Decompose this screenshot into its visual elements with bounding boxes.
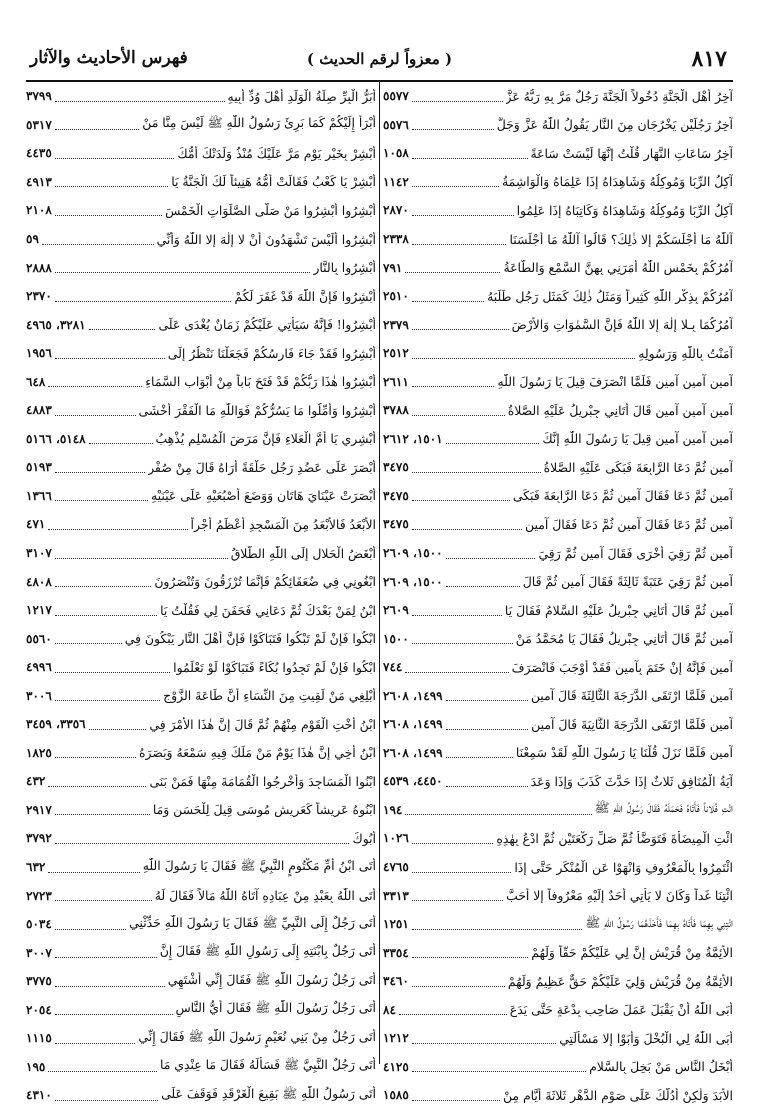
entry-ref-number: ٥٥٦٠	[26, 631, 52, 646]
dot-leader	[412, 376, 495, 387]
entry-ref-number: ٣٢٨١، ٤٩٦٥	[26, 317, 86, 332]
entry-ref-number: ٤٤٣٥	[26, 146, 52, 161]
entry-ref-number: ٣٤٧٥	[383, 517, 409, 532]
entry-ref-number: ١٥٠٠، ٢٦٠٩	[383, 574, 443, 589]
dot-leader	[412, 919, 582, 930]
entry-text: ابْنُوهُ عَرِيشاً كَعَرِيشِ مُوسَى قِيلَ لِلْحَسَنِ وَمَا	[152, 802, 376, 818]
entry-ref-number: ٣٣٥٦، ٣٤٥٩	[26, 717, 86, 732]
dot-leader	[55, 348, 165, 359]
index-entry	[26, 111, 376, 140]
entry-ref-number: ٥١٤٨، ٥١٦٦	[26, 431, 86, 446]
dot-leader	[412, 462, 541, 473]
index-entry	[26, 367, 376, 396]
entry-text: أَتَى رَجُلٌ مِنْ بَنِي نُعَيْمٍ رَسُولَ اللّٰهِ ﷺ فَقَالَ إِنِّي	[138, 1028, 376, 1044]
dot-leader	[55, 119, 140, 130]
entry-text: ائْتِ فُلاناً فَأَتَاهُ فَحَمَلَهُ فَقَالَ رَسُولُ اللّٰهِ ﷺ	[594, 800, 733, 816]
dot-leader	[399, 1004, 507, 1015]
index-entry	[383, 824, 733, 853]
index-entry	[26, 1024, 376, 1053]
entry-text: آمين ثُمَّ دَعَا فَقَالَ آمين ثُمَّ دَعَا فَقَالَ آمين	[525, 516, 733, 532]
index-entry	[26, 767, 376, 796]
index-entry	[383, 482, 733, 511]
entry-ref-number: ١٤٩٩، ٢٦٠٨	[383, 717, 443, 732]
dot-leader	[412, 1090, 500, 1101]
index-entry	[26, 310, 376, 339]
entry-text: آمين آمين آمين قَالَ أَتَانِي جِبْرِيلُ عَلَيْهِ الصَّلاةُ	[507, 402, 733, 418]
entry-text: ائْتِ الْمِيضَأَةَ فَتَوَضَّأْ ثُمَّ صَلِّ رَكْعَتَيْنِ ثُمَّ ادْعُ بِهٰذِهِ	[496, 830, 733, 846]
dot-leader	[55, 291, 232, 302]
entry-ref-number: ١٩٤	[383, 802, 403, 817]
index-entry	[383, 82, 733, 111]
entry-ref-number: ٣٧٧٥	[26, 974, 52, 989]
index-entry	[383, 396, 733, 425]
entry-text: آخِرُ أَهْلِ الْجَنَّةِ دُخُولاً الْجَنَّةَ رَجُلٌ مَرَّ بِهِ رَبُّهُ عَزَّ	[505, 88, 733, 104]
entry-text: أَبْشِرُوا فَقَدْ جَاءَ فَارِسُكُمْ فَجَعَلْنَا نَنْظُرُ إِلَى	[167, 345, 376, 361]
entry-ref-number: ٢٣٧٠	[26, 289, 52, 304]
entry-text: أَبْشِرُوا أَبْشِرُوا مَنْ صَلَّى الصَّلَوَاتِ الْخَمْسَ	[165, 202, 376, 218]
dot-leader	[412, 633, 513, 644]
entry-text: أَبَى اللّٰهُ لِي الْبُخْلَ وَأَبَوْا إِلا مَسْأَلَتِي	[559, 1030, 733, 1046]
entry-ref-number: ١٣٦٦	[26, 488, 52, 503]
entry-ref-number: ٢٠٥٤	[26, 1002, 52, 1017]
entry-ref-number: ٤٩١٣	[26, 174, 52, 189]
dot-leader	[42, 234, 154, 245]
dot-leader	[412, 862, 512, 873]
entry-text: آمُرُكُمْ بِخَمْسٍ اللّٰهُ أَمَرَنِي بِهِنَّ السَّمْعِ وَالطَّاعَةُ	[503, 260, 733, 276]
index-entry	[26, 910, 376, 939]
entry-ref-number: ٢٥١٠	[383, 289, 409, 304]
entry-text: ائْتَمِرُوا بِالْمَعْرُوفِ وَانْهَوْا عَنِ الْمُنْكَرِ حَتَّى إِذَا	[514, 859, 733, 875]
index-entry	[26, 396, 376, 425]
entry-text: آكِلُ الرِّبَا وَمُوكِلُهُ وَشَاهِدَاهُ إِذَا عَلِمَاهُ وَالْوَاشِمَةُ	[502, 174, 733, 190]
entry-ref-number: ١٥٠٠	[383, 631, 409, 646]
entry-ref-number: ١١١٥	[26, 1031, 52, 1046]
index-entry	[26, 82, 376, 111]
index-entry	[26, 824, 376, 853]
dot-leader	[446, 747, 513, 758]
index-entry	[383, 967, 733, 996]
dot-leader	[412, 234, 507, 245]
entry-ref-number: ٣٤٧٥	[383, 460, 409, 475]
entry-text: أَتَى رَسُولُ اللّٰهِ ﷺ بَقِيعَ الْغَرْقَدِ فَوَقَفَ عَلَى	[161, 1085, 376, 1101]
index-entry	[383, 339, 733, 368]
dot-leader	[405, 662, 508, 673]
entry-ref-number: ٢٨٨٨	[26, 260, 52, 275]
index-entry	[383, 881, 733, 910]
entry-text: الأَئِمَّةُ مِنْ قُرَيْشٍ وَلِيَ عَلَيْكُمْ حَقٌّ عَظِيمٌ وَلَهُمْ	[507, 973, 733, 989]
entry-ref-number: ٢٧٢٣	[26, 888, 52, 903]
entry-ref-number: ٣٧٩٢	[26, 831, 52, 846]
entry-ref-number: ١٨٢٥	[26, 745, 52, 760]
index-entry	[383, 653, 733, 682]
index-entry	[26, 539, 376, 568]
dot-leader	[89, 719, 147, 730]
dot-leader	[55, 462, 145, 473]
index-entry	[383, 282, 733, 311]
entry-text: ابْكُوا فَإِنْ لَمْ تَجِدُوا بُكَاءً فَتَبَاكَوْا لَوْ تَعْلَمُوا	[173, 659, 376, 675]
dot-leader	[48, 519, 187, 530]
dot-leader	[412, 519, 522, 530]
entry-ref-number: ١٠٢٦	[383, 831, 409, 846]
dot-leader	[412, 976, 505, 987]
dot-leader	[405, 804, 591, 815]
entry-ref-number: ٤٧٦٥	[383, 860, 409, 875]
index-entry	[26, 624, 376, 653]
entry-text: آللّٰهُ مَا أَجْلَسَكُمْ إِلا ذٰلِكَ؟ قَالُوا آللّٰهُ مَا أَجْلَسَنَا	[509, 231, 733, 247]
dot-leader	[412, 148, 528, 159]
entry-ref-number: ٤٣٢	[26, 774, 46, 789]
dot-leader	[55, 148, 175, 159]
index-entry	[26, 168, 376, 197]
entry-text: آمين فَلَمَّا ارْتَقَى الدَّرَجَةَ الثَّانِيَةَ قَالَ آمين	[531, 716, 733, 732]
index-entry	[383, 710, 733, 739]
index-entry	[26, 253, 376, 282]
entry-text: أَبْشِرُوا بِالنَّارِ	[313, 260, 376, 276]
index-entry	[383, 253, 733, 282]
index-entry	[383, 1053, 733, 1082]
entry-ref-number: ٣٧٩٩	[26, 89, 52, 104]
entry-ref-number: ٧٩١	[383, 260, 403, 275]
index-entry	[26, 938, 376, 967]
dot-leader	[412, 405, 505, 416]
dot-leader	[55, 1004, 173, 1015]
entry-text: آمين ثُمَّ قَالَ أَتَانِي جِبْرِيلُ عَلَيْهِ السَّلامُ فَقَالَ يَا	[504, 602, 733, 618]
page-number: ٨١٧	[691, 46, 727, 72]
index-entry	[26, 710, 376, 739]
index-entry	[383, 425, 733, 454]
entry-ref-number: ٣٣١٣	[383, 888, 409, 903]
index-entry	[26, 796, 376, 825]
index-entry	[26, 881, 376, 910]
entry-text: أَبْشِرُوا فَإِنَّ اللّٰهَ قَدْ غَفَرَ لَكُمْ	[234, 288, 376, 304]
dot-leader	[48, 1061, 157, 1072]
entry-text: أَبْشِرُوا وَأَمِّلُوا مَا يَسُرُّكُمْ فَوَاللّٰهِ مَا الْفَقْرَ أَخْشَى	[138, 402, 376, 418]
entry-ref-number: ١٢٥١	[383, 917, 409, 932]
dot-leader	[412, 833, 494, 844]
dot-leader	[48, 862, 139, 873]
entry-text: أَتَى ابْنُ أُمِّ مَكْتُومٍ النَّبِيَّ ﷺ فَقَالَ يَا رَسُولَ اللّٰهِ	[142, 857, 376, 873]
dot-leader	[412, 91, 503, 102]
dot-leader	[412, 348, 635, 359]
index-entry	[26, 653, 376, 682]
dot-leader	[412, 119, 494, 130]
dot-leader	[412, 490, 510, 501]
entry-text: ائْتِنِي بِهِمَا فَأَتَاهُ بِهِمَا فَأَخَذَهُمَا رَسُولُ اللّٰهِ ﷺ	[585, 914, 733, 930]
index-entry	[383, 1081, 733, 1110]
entry-ref-number: ١٢١٧	[26, 603, 52, 618]
entry-text: أَبُوكَ	[352, 830, 376, 846]
entry-text: أَبْلِغِي مَنْ لَقِيتِ مِنَ النِّسَاءِ أَنَّ طَاعَةَ الزَّوْجِ	[163, 688, 376, 704]
dot-leader	[48, 776, 146, 787]
entry-text: آمين ثُمَّ رَقِيَ عَتَبَةً ثَالِثَةً فَقَالَ آمين ثُمَّ قَالَ	[522, 574, 733, 590]
entry-ref-number: ٢٣٣٨	[383, 232, 409, 246]
dot-leader	[55, 690, 160, 701]
index-entry	[26, 139, 376, 168]
index-entry	[26, 453, 376, 482]
entry-ref-number: ٤٨٨٣	[26, 403, 52, 418]
entry-text: أَبَرُّ الْبِرِّ صِلَةُ الْوَلَدِ أَهْلَ وُدِّ أَبِيهِ	[227, 88, 376, 104]
index-entry	[383, 225, 733, 254]
entry-text: ابْنُوا الْمَسَاجِدَ وَأَخْرِجُوا الْقُمَامَةَ مِنْهَا فَمَنْ بَنَى	[149, 773, 376, 789]
dot-leader	[55, 91, 225, 102]
entry-text: أَبْغَضُ الْحَلالِ إِلَى اللّٰهِ الطَّلاقُ	[230, 545, 376, 561]
index-entry	[383, 624, 733, 653]
entry-text: الأَبْعَدُ فَالأَبْعَدُ مِنَ الْمَسْجِدِ أَعْظَمُ أَجْراً	[190, 516, 376, 532]
entry-text: آخِرُ سَاعَاتِ النَّهَارِ قُلْتُ إِنَّهَا لَيْسَتْ سَاعَةً	[530, 145, 733, 161]
entry-text: أَتَى رَجُلٌ بِابْنَتِهِ إِلَى رَسُولِ اللّٰهِ ﷺ فَقَالَ إِنَّ	[159, 943, 376, 959]
index-entry	[26, 967, 376, 996]
entry-text: آمين آمين آمين قِيلَ يَا رَسُولَ اللّٰهِ إِنَّكَ	[542, 431, 733, 447]
index-entry	[383, 111, 733, 140]
dot-leader	[55, 548, 228, 559]
entry-text: أَبْصَرَ عَلَى عَضُدِ رَجُلٍ حَلْقَةً أُرَاهُ قَالَ مِنْ صُفْرٍ	[148, 459, 376, 475]
index-entry	[383, 596, 733, 625]
entry-text: آخِرُ رَجُلَيْنِ يَخْرُجَانِ مِنَ النَّارِ يَقُولُ اللّٰهُ عَزَّ وَجَلَّ	[496, 117, 733, 133]
entry-text: أَبْشِرْ بِخَيْرِ يَوْمٍ مَرَّ عَلَيْكَ مُنْذُ وَلَدَتْكَ أُمُّكَ	[177, 145, 376, 161]
index-entry	[383, 367, 733, 396]
index-entry	[26, 482, 376, 511]
entry-text: الأَئِمَّةُ مِنْ قُرَيْشٍ إِنَّ لِي عَلَيْكُمْ حَقّاً وَلَهُمْ	[531, 945, 733, 961]
dot-leader	[55, 605, 157, 616]
entry-ref-number: ١٥٠٠، ٢٦٠٩	[383, 546, 443, 561]
dot-leader	[55, 1090, 158, 1101]
entry-text: آمُرُكُمْ بِذِكْرِ اللّٰهِ كَثِيراً وَمَثَلُ ذٰلِكَ كَمَثَلِ رَجُلٍ طَلَبَهُ	[487, 288, 733, 304]
dot-leader	[412, 890, 503, 901]
header-subtitle: ( معزواً لرقم الحديث )	[306, 50, 453, 68]
entry-ref-number: ٤١٢٥	[383, 1059, 409, 1074]
dot-leader	[446, 776, 528, 787]
index-entry	[383, 996, 733, 1025]
entry-ref-number: ١٥٠١، ٢٦١٢	[383, 431, 443, 446]
entry-ref-number: ٤٨٠٨	[26, 574, 52, 589]
dot-leader	[412, 205, 514, 216]
index-entry	[26, 853, 376, 882]
index-entry	[26, 225, 376, 254]
entry-text: آمَنْتُ بِاللّٰهِ وَرَسُولِهِ	[638, 345, 733, 361]
dot-leader	[89, 319, 156, 330]
dot-leader	[55, 662, 170, 673]
index-entry	[383, 681, 733, 710]
dot-leader	[412, 319, 509, 330]
dot-leader	[446, 719, 529, 730]
entry-ref-number: ١٩٥٦	[26, 346, 52, 361]
entry-text: آمين ثُمَّ قَالَ أَتَانِي جِبْرِيلُ فَقَالَ يَا مُحَمَّدُ مَنْ	[515, 631, 733, 647]
index-entry	[26, 996, 376, 1025]
dot-leader	[412, 176, 499, 187]
dot-leader	[55, 633, 122, 644]
entry-text: الأَبَدَ وَلٰكِنْ أَدُلُّكَ عَلَى صَوْمِ الدَّهْرِ ثَلاثَةَ أَيَّامٍ مِنْ	[502, 1087, 733, 1103]
dot-leader	[55, 976, 165, 987]
entry-ref-number: ١١٤٢	[383, 174, 409, 189]
index-entry	[26, 1053, 376, 1082]
entry-text: ائْتِنَا غَداً وَكَانَ لا يَأْتِي أَحَدٌ إِلَيْهِ مَعْرُوفاً إِلا أَحَبَّ	[506, 888, 733, 904]
entry-text: أَبْشِرُوا أَلَيْسَ تَشْهَدُونَ أَنْ لا إِلٰهَ إِلا اللّٰهُ وَأَنِّي	[156, 231, 376, 247]
entry-ref-number: ٦٣٢	[26, 860, 46, 875]
entry-ref-number: ٤٧١	[26, 517, 46, 532]
dot-leader	[55, 804, 150, 815]
entry-text: أَتَى اللّٰهُ بِعَبْدٍ مِنْ عِبَادِهِ آتَاهُ اللّٰهُ مَالاً فَقَالَ لَهُ	[154, 888, 376, 904]
entry-ref-number: ١٤٩٩، ٢٦٠٨	[383, 745, 443, 760]
entry-text: آمين فَلَمَّا ارْتَقَى الدَّرَجَةَ الثَّالِثَةَ قَالَ آمين	[530, 688, 733, 704]
page-header	[26, 44, 733, 80]
column-divider	[379, 82, 380, 1064]
entry-ref-number: ٥٠٣٤	[26, 917, 52, 932]
index-column-left	[26, 82, 376, 1110]
entry-ref-number: ٤٤٥٠، ٤٥٣٩	[383, 774, 443, 789]
entry-text: أَتَى رَجُلٌ رَسُولَ اللّٰهِ ﷺ فَقَالَ إِنِّي أَشْتَهِي	[167, 971, 376, 987]
entry-text: آكِلُ الرِّبَا وَمُوكِلُهُ وَشَاهِدَاهُ وَكَاتِبَاهُ إِذَا عَلِمُوا	[516, 202, 733, 218]
dot-leader	[412, 1033, 556, 1044]
index-entry	[383, 853, 733, 882]
dot-leader	[55, 205, 162, 216]
entry-text: ابْنُ أُخْتِ الْقَوْمِ مِنْهُمْ ثُمَّ قَالَ إِنَّ هٰذَا الأَمْرَ فِي	[149, 716, 376, 732]
entry-ref-number: ٣٤٦٠	[383, 974, 409, 989]
entry-ref-number: ٢٦١١	[383, 374, 409, 389]
entry-text: أَبْشِرِي يَا أُمَّ الْعَلاءِ فَإِنَّ مَرَضَ الْمُسْلِمِ يُذْهِبُ	[155, 431, 376, 447]
index-entry	[383, 796, 733, 825]
entry-ref-number: ٥٣١٧	[26, 117, 52, 132]
dot-leader	[55, 490, 148, 501]
index-entry	[26, 196, 376, 225]
entry-text: آمين فَإِنَّهُ إِنْ خَتَمَ بِآمين فَقَدْ أَوْجَبَ فَانْصَرَفَ	[511, 659, 733, 675]
entry-ref-number: ٣١٠٧	[26, 546, 52, 561]
dot-leader	[412, 947, 528, 958]
entry-ref-number: ١٩٥	[26, 1059, 46, 1074]
entry-ref-number: ٢١٠٨	[26, 203, 52, 218]
entry-text: آمين ثُمَّ دَعَا فَقَالَ آمين ثُمَّ دَعَا الرَّابِعَةَ فَبَكَى	[512, 488, 733, 504]
entry-text: آمين ثُمَّ دَعَا الرَّابِعَةَ فَبَكَى عَلَيْهِ الصَّلاةُ	[543, 459, 733, 475]
entry-ref-number: ٧٤٤	[383, 660, 403, 675]
index-entry	[383, 739, 733, 768]
entry-ref-number: ٤٩٩٦	[26, 660, 52, 675]
index-entry	[383, 139, 733, 168]
index-entry	[26, 1081, 376, 1110]
dot-leader	[446, 690, 528, 701]
entry-text: آمين آمين آمين فَلَمَّا انْصَرَفَ قِيلَ يَا رَسُولَ اللّٰهِ	[497, 374, 733, 390]
entry-text: ابْنُ أَخِي إِنَّ هٰذَا يَوْمٌ مَنْ مَلَكَ فِيهِ سَمْعَهُ وَبَصَرَهُ	[139, 745, 376, 761]
dot-leader	[446, 576, 520, 587]
entry-text: أَبْشِرْ يَا كَعْبُ فَقَالَتْ أُمُّهُ هَنِيئاً لَكَ الْجَنَّةُ يَا	[171, 174, 376, 190]
entry-text: أَتَى رَجُلٌ إِلَى النَّبِيِّ ﷺ فَقَالَ يَا رَسُولَ اللّٰهِ حَدِّثْنِي	[129, 914, 376, 930]
index-entry	[26, 425, 376, 454]
dot-leader	[55, 890, 152, 901]
index-entry	[383, 168, 733, 197]
dot-leader	[55, 1033, 136, 1044]
entry-ref-number: ١٠٥٨	[383, 146, 409, 161]
entry-ref-number: ٢٩١٧	[26, 802, 52, 817]
entry-ref-number: ١٢١٢	[383, 1031, 409, 1046]
entry-ref-number: ٢٦٠٩	[383, 603, 409, 618]
dot-leader	[55, 262, 311, 273]
entry-ref-number: ٣٣٥٤	[383, 945, 409, 960]
dot-leader	[55, 405, 136, 416]
index-entry	[383, 567, 733, 596]
entry-ref-number: ١٤٩٩، ٢٦٠٨	[383, 688, 443, 703]
entry-text: أَبَى اللّٰهُ أَنْ يَقْبَلَ عَمَلَ صَاحِبِ بِدْعَةٍ حَتَّى يَدَعَ	[509, 1002, 733, 1018]
index-entry	[383, 1024, 733, 1053]
entry-text: أَتَى رَجُلٌ النَّبِيَّ ﷺ فَسَأَلَهُ فَقَالَ مَا عِنْدِي مَا	[159, 1057, 376, 1073]
entry-text: آمُرُكُمَا بِـلا إِلٰهَ إِلا اللّٰهُ فَإِنَّ السَّمٰوَاتِ وَالأَرْضَ	[511, 317, 733, 333]
entry-ref-number: ٣٠٠٦	[26, 688, 52, 703]
dot-leader	[55, 747, 136, 758]
entry-text: أَبْخَلُ النَّاسِ مَنْ بَخِلَ بِالسَّلامِ	[589, 1059, 733, 1075]
entry-text: ابْكُوا فَإِنْ لَمْ تَبْكُوا فَتَبَاكَوْا فَإِنَّ أَهْلَ النَّارِ يَبْكُونَ فِي	[124, 631, 376, 647]
index-column-right	[383, 82, 733, 1110]
entry-ref-number: ٥١٩٣	[26, 460, 52, 475]
entry-text: أَبْشِرُوا! فَإِنَّهُ سَيَأْتِي عَلَيْكُمْ زَمَانٌ يُغْدَى عَلَى	[158, 317, 376, 333]
entry-ref-number: ٥٥٧٦	[383, 117, 409, 132]
index-entry	[383, 910, 733, 939]
index-entry	[383, 767, 733, 796]
entry-text: آمين ثُمَّ رَقِيَ أُخْرَى فَقَالَ آمين ثُمَّ رَقِيَ	[538, 545, 733, 561]
entry-ref-number: ٥٥٧٧	[383, 89, 409, 104]
index-entry	[383, 510, 733, 539]
entry-ref-number: ٦٤٨	[26, 374, 46, 389]
index-entry	[383, 938, 733, 967]
entry-ref-number: ٢٨٧٠	[383, 203, 409, 218]
index-entry	[26, 282, 376, 311]
entry-ref-number: ٣٤٧٥	[383, 488, 409, 503]
entry-ref-number: ٣٠٠٧	[26, 945, 52, 960]
entry-ref-number: ٣٧٨٨	[383, 403, 409, 418]
index-entry	[383, 539, 733, 568]
entry-text: أَتَى رَجُلٌ رَسُولَ اللّٰهِ ﷺ فَقَالَ أَيُّ النَّاسِ	[175, 1000, 376, 1016]
entry-text: آمين فَلَمَّا نَزَلَ قُلْنَا يَا رَسُولَ اللّٰهِ لَقَدْ سَمِعْنَا	[515, 745, 733, 761]
dot-leader	[412, 291, 484, 302]
index-entry	[26, 339, 376, 368]
entry-text: ابْنُ لِمَنْ بَعْدَكَ ثُمَّ دَعَانِي فَحَفَنَ لِي فَقُلْتُ يَا	[160, 602, 376, 618]
dot-leader	[55, 576, 152, 587]
entry-text: أَبْصَرَتْ عَيْنَايَ هَاتَانِ وَوَضَعَ أُصْبُعَيْهِ عَلَى عَيْنَيْهِ	[151, 488, 376, 504]
dot-leader	[412, 1061, 586, 1072]
index-entry	[26, 567, 376, 596]
dot-leader	[48, 376, 142, 387]
dot-leader	[55, 947, 157, 958]
dot-leader	[55, 919, 126, 930]
entry-ref-number: ١٥٨٥	[383, 1088, 409, 1103]
entry-ref-number: ٤٣١٠	[26, 1088, 52, 1103]
dot-leader	[412, 605, 502, 616]
entry-text: ابْغُونِي فِي ضُعَفَائِكُمْ فَإِنَّمَا تُرْزَقُونَ وَتُنْصَرُونَ	[154, 574, 376, 590]
entry-text: آيَةُ الْمُنَافِقِ ثَلاثٌ إِذَا حَدَّثَ كَذَبَ وَإِذَا وَعَدَ	[530, 773, 733, 789]
index-entry	[383, 453, 733, 482]
index-entry	[383, 310, 733, 339]
entry-text: أَبْرَأُ إِلَيْكُمْ كَمَا بَرِئَ رَسُولُ اللّٰهِ ﷺ لَيْسَ مِنَّا مَنْ	[142, 115, 376, 131]
dot-leader	[405, 262, 500, 273]
index-entry	[26, 739, 376, 768]
entry-ref-number: ٢٥١٢	[383, 346, 409, 361]
entry-ref-number: ٥٩	[26, 232, 39, 246]
entry-text: أَبْشِرُوا هٰذَا رَبُّكُمْ قَدْ فَتَحَ بَاباً مِنْ أَبْوَابِ السَّمَاءِ	[145, 374, 376, 390]
section-title: فهرس الأحاديث والآثار	[30, 48, 188, 68]
index-entry	[26, 681, 376, 710]
dot-leader	[89, 433, 153, 444]
entry-ref-number: ٨٤	[383, 1002, 396, 1017]
index-entry	[26, 510, 376, 539]
index-entry	[26, 596, 376, 625]
dot-leader	[55, 176, 168, 187]
index-entry	[383, 196, 733, 225]
entry-ref-number: ٢٣٧٩	[383, 317, 409, 332]
dot-leader	[55, 833, 350, 844]
dot-leader	[446, 433, 540, 444]
dot-leader	[446, 548, 536, 559]
